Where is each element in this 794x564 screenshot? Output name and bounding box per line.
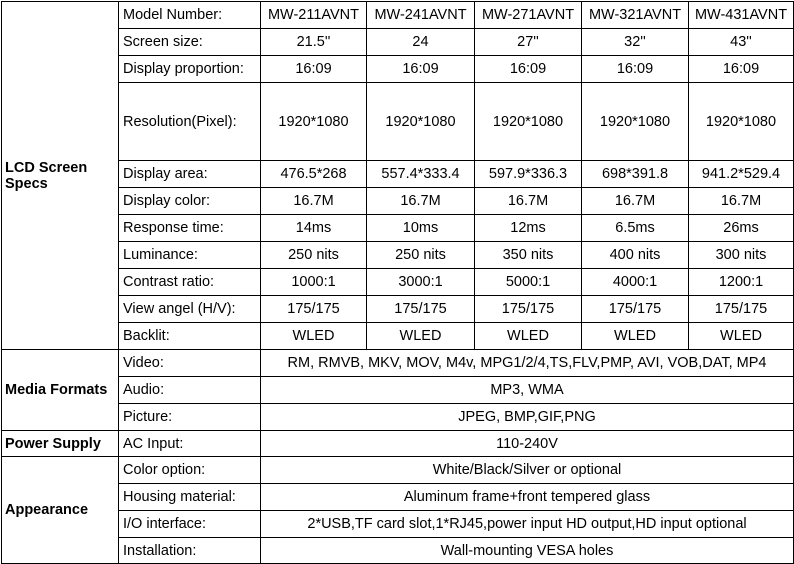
spec-row-contrast-ratio: [2, 269, 794, 296]
cell-value: 400 nits: [582, 242, 689, 269]
cell-value: 21.5'': [261, 29, 367, 56]
cell-value: 32'': [582, 29, 689, 56]
cell-value: MW-241AVNT: [367, 2, 475, 29]
cell-value: 175/175: [367, 296, 475, 323]
cell-value: 250 nits: [367, 242, 475, 269]
cell-value: 1920*1080: [582, 83, 689, 161]
spec-row-housing-material: [2, 484, 794, 511]
section-appearance: Appearance: [2, 457, 119, 564]
spec-row-luminance: [2, 242, 794, 269]
cell-value: MP3, WMA: [261, 377, 794, 404]
cell-value: RM, RMVB, MKV, MOV, M4v, MPG1/2/4,TS,FLV,PMP, AVI, VOB,DAT, MP4: [261, 350, 794, 377]
cell-value: 175/175: [689, 296, 794, 323]
row-label: Model Number:: [119, 2, 261, 29]
cell-value: 597.9*336.3: [475, 161, 582, 188]
spec-row-installation: [2, 538, 794, 564]
cell-value: MW-211AVNT: [261, 2, 367, 29]
cell-value: WLED: [582, 323, 689, 350]
cell-value: 175/175: [475, 296, 582, 323]
cell-value: 16:09: [367, 56, 475, 83]
row-label: Installation:: [119, 538, 261, 564]
cell-value: WLED: [367, 323, 475, 350]
cell-value: 16.7M: [582, 188, 689, 215]
cell-value: 4000:1: [582, 269, 689, 296]
spec-row-backlit: [2, 323, 794, 350]
cell-value: Aluminum frame+front tempered glass: [261, 484, 794, 511]
row-label: Video:: [119, 350, 261, 377]
cell-value: 175/175: [261, 296, 367, 323]
spec-row-io-interface: [2, 511, 794, 538]
cell-value: 12ms: [475, 215, 582, 242]
spec-row-screen-size: [2, 29, 794, 56]
row-label: Housing material:: [119, 484, 261, 511]
spec-row-color-option: [2, 457, 794, 484]
cell-value: 43'': [689, 29, 794, 56]
row-label: Audio:: [119, 377, 261, 404]
section-lcd-screen-specs: LCD Screen Specs: [2, 2, 119, 350]
spec-row-display-area: [2, 161, 794, 188]
cell-value: 350 nits: [475, 242, 582, 269]
cell-value: WLED: [689, 323, 794, 350]
cell-value: 2*USB,TF card slot,1*RJ45,power input HD output,HD input optional: [261, 511, 794, 538]
cell-value: MW-271AVNT: [475, 2, 582, 29]
cell-value: 110-240V: [261, 431, 794, 457]
row-label: Contrast ratio:: [119, 269, 261, 296]
cell-value: 6.5ms: [582, 215, 689, 242]
cell-value: 5000:1: [475, 269, 582, 296]
row-label: Display proportion:: [119, 56, 261, 83]
cell-value: WLED: [475, 323, 582, 350]
cell-value: 941.2*529.4: [689, 161, 794, 188]
cell-value: 16.7M: [367, 188, 475, 215]
section-power-supply: Power Supply: [2, 431, 119, 457]
cell-value: JPEG, BMP,GIF,PNG: [261, 404, 794, 431]
row-label: Color option:: [119, 457, 261, 484]
cell-value: 16.7M: [475, 188, 582, 215]
cell-value: 557.4*333.4: [367, 161, 475, 188]
cell-value: WLED: [261, 323, 367, 350]
spec-table: [1, 1, 794, 564]
cell-value: 16:09: [261, 56, 367, 83]
cell-value: 24: [367, 29, 475, 56]
cell-value: 14ms: [261, 215, 367, 242]
cell-value: 1920*1080: [689, 83, 794, 161]
section-media-formats: Media Formats: [2, 350, 119, 431]
spec-row-view-angel: [2, 296, 794, 323]
spec-row-display-proportion: [2, 56, 794, 83]
cell-value: 3000:1: [367, 269, 475, 296]
spec-row-resolution: [2, 83, 794, 161]
row-label: Luminance:: [119, 242, 261, 269]
cell-value: 175/175: [582, 296, 689, 323]
row-label: Display color:: [119, 188, 261, 215]
cell-value: 476.5*268: [261, 161, 367, 188]
cell-value: 27'': [475, 29, 582, 56]
spec-row-ac-input: [2, 431, 794, 457]
cell-value: 1000:1: [261, 269, 367, 296]
cell-value: 26ms: [689, 215, 794, 242]
row-label: AC Input:: [119, 431, 261, 457]
cell-value: Wall-mounting VESA holes: [261, 538, 794, 564]
spec-row-response-time: [2, 215, 794, 242]
spec-row-video: [2, 350, 794, 377]
cell-value: 16.7M: [261, 188, 367, 215]
row-label: View angel (H/V):: [119, 296, 261, 323]
cell-value: 16.7M: [689, 188, 794, 215]
row-label: Picture:: [119, 404, 261, 431]
cell-value: 16:09: [582, 56, 689, 83]
cell-value: 1920*1080: [475, 83, 582, 161]
row-label: Resolution(Pixel):: [119, 83, 261, 161]
row-label: Backlit:: [119, 323, 261, 350]
cell-value: 16:09: [689, 56, 794, 83]
cell-value: 1920*1080: [367, 83, 475, 161]
row-label: Screen size:: [119, 29, 261, 56]
row-label: I/O interface:: [119, 511, 261, 538]
cell-value: White/Black/Silver or optional: [261, 457, 794, 484]
cell-value: 250 nits: [261, 242, 367, 269]
spec-row-model-number: [2, 2, 794, 29]
row-label: Display area:: [119, 161, 261, 188]
spec-row-picture: [2, 404, 794, 431]
spec-row-display-color: [2, 188, 794, 215]
cell-value: 10ms: [367, 215, 475, 242]
spec-row-audio: [2, 377, 794, 404]
cell-value: MW-431AVNT: [689, 2, 794, 29]
cell-value: 698*391.8: [582, 161, 689, 188]
cell-value: 1200:1: [689, 269, 794, 296]
cell-value: 300 nits: [689, 242, 794, 269]
cell-value: 1920*1080: [261, 83, 367, 161]
row-label: Response time:: [119, 215, 261, 242]
cell-value: MW-321AVNT: [582, 2, 689, 29]
cell-value: 16:09: [475, 56, 582, 83]
